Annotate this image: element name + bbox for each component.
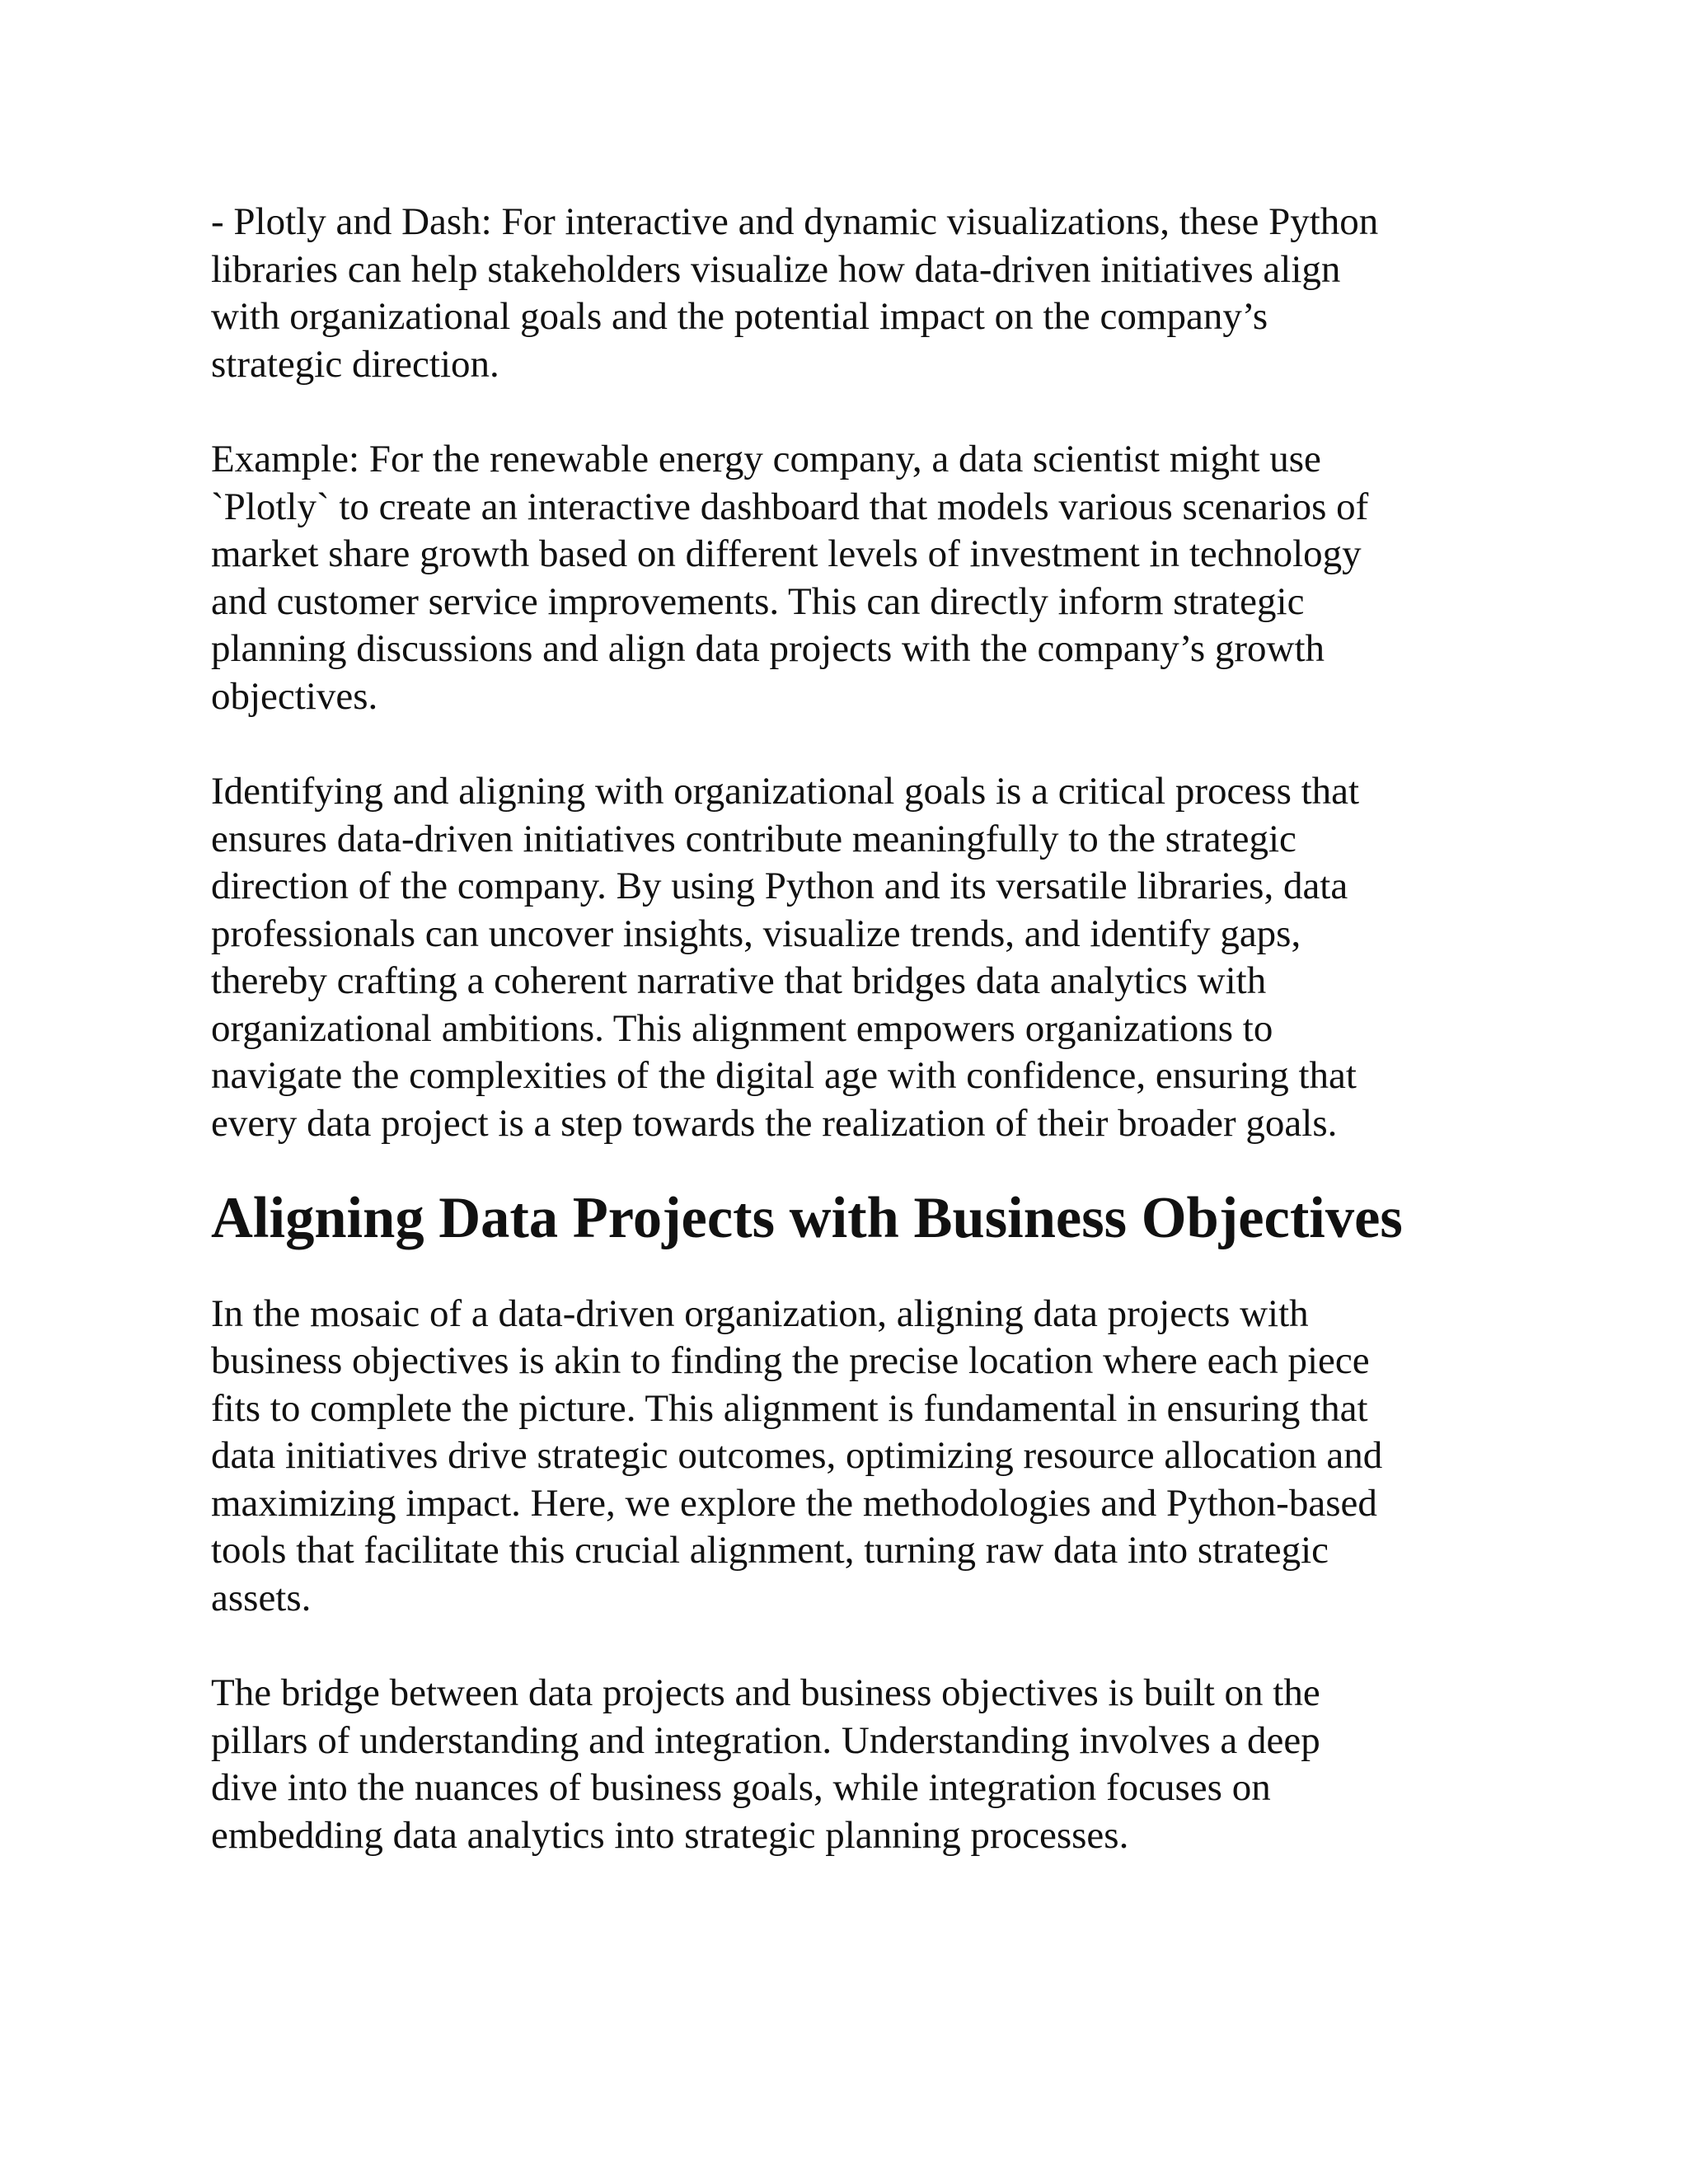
text-line: dive into the nuances of business goals, while integration focuses on: [211, 1766, 1271, 1809]
text-line: `Plotly` to create an interactive dashboard that models various scenarios of: [211, 485, 1369, 528]
text-line: ensures data-driven initiatives contribute meaningfully to the strategic: [211, 817, 1296, 860]
text-line: fits to complete the picture. This alignment is fundamental in ensuring that: [211, 1386, 1368, 1430]
text-line: every data project is a step towards the realization of their broader goals.: [211, 1101, 1338, 1145]
text-line: assets.: [211, 1576, 312, 1619]
paragraph-mosaic: [211, 1291, 1480, 1623]
text-line: maximizing impact. Here, we explore the methodologies and Python-based: [211, 1481, 1377, 1525]
text-line: with organizational goals and the potential impact on the company’s: [211, 295, 1268, 338]
text-line: The bridge between data projects and business objectives is built on the: [211, 1671, 1320, 1714]
paragraph-bridge: [211, 1670, 1480, 1859]
text-line: navigate the complexities of the digital age with confidence, ensuring that: [211, 1054, 1357, 1097]
paragraph-example: [211, 436, 1480, 720]
text-line: planning discussions and align data projects with the company’s growth: [211, 627, 1325, 670]
text-line: and customer service improvements. This can directly inform strategic: [211, 579, 1305, 623]
text-line: Identifying and aligning with organizational goals is a critical process that: [211, 770, 1360, 813]
text-line: direction of the company. By using Python and its versatile libraries, data: [211, 865, 1348, 907]
text-line: organizational ambitions. This alignment empowers organizations to: [211, 1006, 1273, 1050]
text-line: - Plotly and Dash: For interactive and dynamic visualizations, these Python: [211, 200, 1379, 243]
text-line: market share growth based on different levels of investment in technology: [211, 532, 1362, 575]
paragraph-plotly-dash: [211, 199, 1480, 388]
text-line: thereby crafting a coherent narrative that bridges data analytics with: [211, 959, 1267, 1002]
heading-text: Aligning Data Projects with Business Objectives: [211, 1186, 1403, 1250]
text-line: strategic direction.: [211, 342, 499, 386]
text-line: pillars of understanding and integration. Understanding involves a deep: [211, 1718, 1320, 1762]
section-heading: [211, 1186, 1480, 1250]
text-line: embedding data analytics into strategic planning processes.: [211, 1813, 1129, 1857]
text-line: business objectives is akin to finding the precise location where each piece: [211, 1339, 1370, 1382]
text-line: professionals can uncover insights, visualize trends, and identify gaps,: [211, 912, 1301, 955]
text-line: data initiatives drive strategic outcomes, optimizing resource allocation and: [211, 1434, 1383, 1477]
text-line: objectives.: [211, 674, 378, 718]
text-line: Example: For the renewable energy company, a data scientist might use: [211, 438, 1321, 480]
text-line: libraries can help stakeholders visualize how data-driven initiatives align: [211, 247, 1341, 291]
document-body: [211, 199, 1480, 1907]
text-line: In the mosaic of a data-driven organization, aligning data projects with: [211, 1291, 1309, 1335]
text-line: tools that facilitate this crucial alignment, turning raw data into strategic: [211, 1529, 1329, 1572]
paragraph-identifying-goals: [211, 768, 1480, 1147]
